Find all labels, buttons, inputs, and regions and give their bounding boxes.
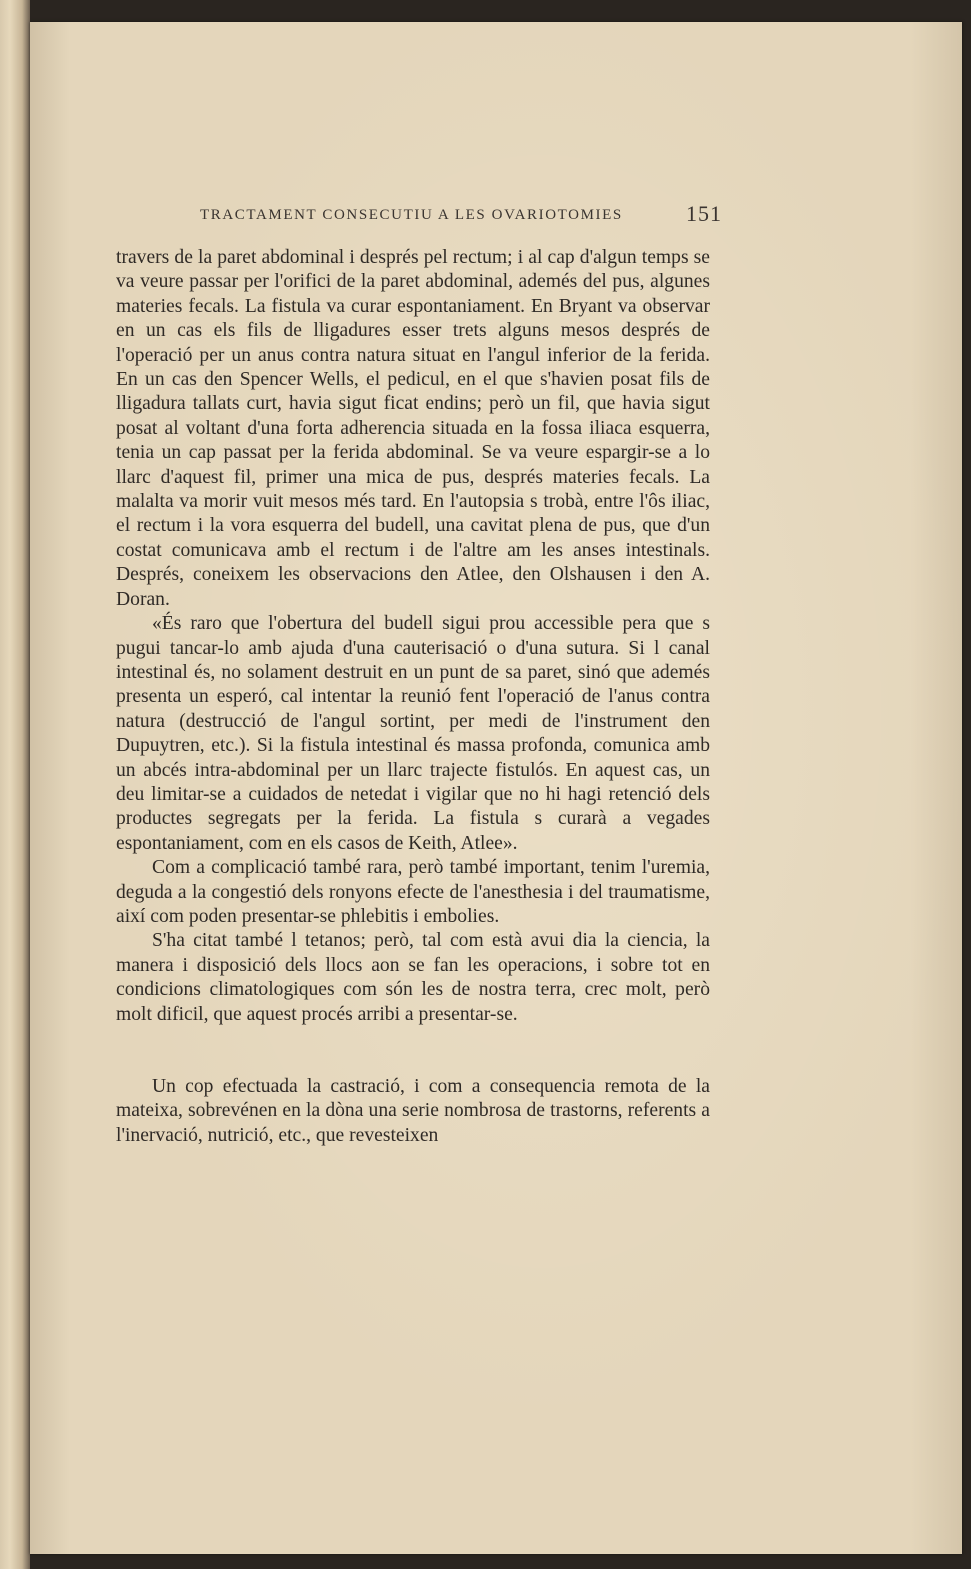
book-page — [30, 22, 962, 1554]
book-spine-edge — [0, 0, 30, 1569]
paragraph-castration: Un cop efectuada la castració, i com a consequencia remota de la mateixa, sobrevénen en la dòna una serie nombrosa de trastorns, referents a l'inervació, nutrició, etc., que revesteixen — [116, 1076, 710, 1146]
paragraph-uremia: Com a complicació també rara, però també important, tenim l'uremia, deguda a la congestió dels ronyons efecte de l'anesthesia i del traumatisme, així com poden presentar-se phlebitis i embolies. — [116, 857, 710, 927]
paragraph-continued: travers de la paret abdominal i després pel rectum; i al cap d'algun temps se va veure passar per l'orifici de la paret abdominal, ademés del pus, algunes materies fecals. La fistula va curar espontaniament. En Bryant va observar en un cas els fils de lligadures esser trets alguns mesos després de l'operació per un anus contra natura situat en l'angul inferior de la ferida. En un cas den Spencer Wells, el pedicul, en el que s'havien posat fils de lligadura tallats curt, havia sigut ficat endins; però un fil, que havia sigut posat al voltant d'una forta adherencia situada en la fossa iliaca esquerra, tenia un cap passat per la ferida abdominal. Se va veure espargir-se a lo llarc d'aquest fil, primer una mica de pus, després materies fecals. La malalta va morir vuit mesos més tard. En l'autopsia s trobà, entre l'ôs iliac, el rectum i la vora esquerra del budell, una cavitat plena de pus, que d'un costat comunicava amb el rectum i de l'altre am les anses intestinals. Després, coneixem les observacions den Atlee, den Olshausen i den A. Doran. — [116, 247, 710, 610]
running-head — [30, 187, 962, 227]
paragraph-quotation: «És raro que l'obertura del budell sigui prou accessible pera que s pugui tancar-lo amb ajuda d'una cauterisació o d'una sutura. Si l canal intestinal és, no solament destruit en un punt de sa paret, sinó que ademés presenta un esperó, cal intentar la reunió fent l'operació de l'anus contra natura (destrucció de l'angul sortint, per medi de l'instrument den Dupuytren, etc.). Si la fistula intestinal és massa profonda, comunica amb un abcés intra-abdominal per un llarc trajecte fistulós. En aquest cas, un deu limitar-se a cuidados de netedat i vigilar que no hi hagi retenció dels productes segregats per la ferida. La fistula s curarà a vegades espontaniament, com en els casos de Keith, Atlee». — [116, 613, 710, 854]
section-break — [116, 1027, 710, 1075]
paragraph-tetanus: S'ha citat també l tetanos; però, tal com està avui dia la ciencia, la manera i disposició dels llocs aon se fan les operacions, i sobre tot en condicions climatologiques com són les de nostra terra, crec molt, però molt dificil, que aquest procés arribi a presentar-se. — [116, 930, 710, 1025]
page-number: 151 — [686, 201, 722, 226]
running-head-title: TRACTAMENT CONSECUTIU A LES OVARIOTOMIES — [200, 207, 623, 223]
body-text — [116, 246, 710, 1148]
